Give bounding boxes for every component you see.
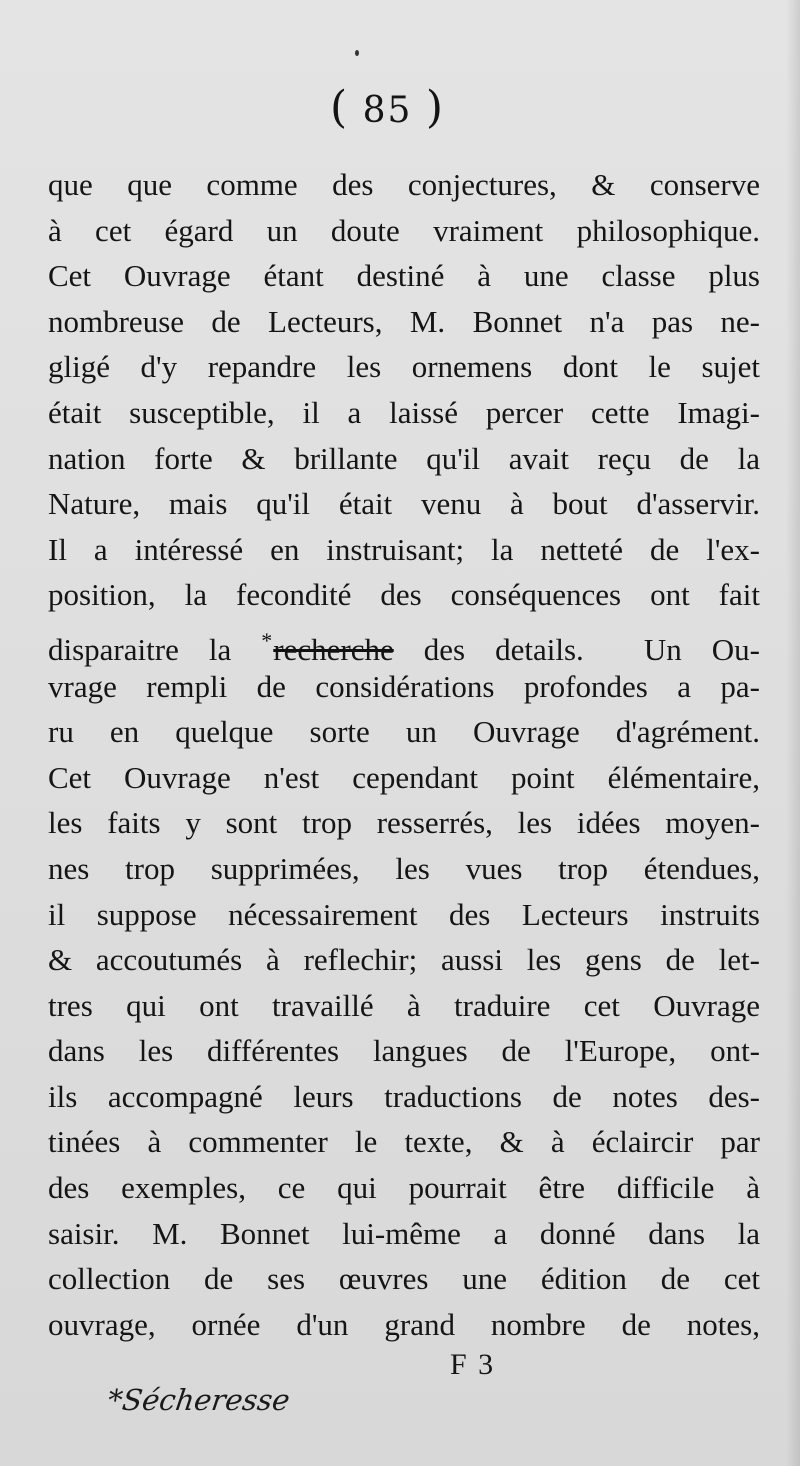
text-line: Nature, mais qu'il était venu à bout d'asservir. bbox=[48, 486, 760, 522]
text-line: vrage rempli de considérations profondes a pa- bbox=[48, 668, 760, 704]
text-line: ru en quelque sorte un Ouvrage d'agrément. bbox=[48, 714, 760, 750]
line-text-before: disparaitre la bbox=[48, 631, 262, 667]
text-line: nes trop supprimées, les vues trop étendues, bbox=[48, 850, 760, 886]
page-edge-shadow bbox=[786, 0, 800, 1466]
text-line: il suppose nécessairement des Lecteurs instruits bbox=[48, 896, 760, 932]
line-text-after: des details. Un Ou- bbox=[393, 631, 761, 667]
text-line: saisir. M. Bonnet lui-même a donné dans la bbox=[48, 1215, 760, 1251]
text-line: Cet Ouvrage n'est cependant point élémentaire, bbox=[48, 759, 760, 795]
text-line: ouvrage, ornée d'un grand nombre de notes, bbox=[48, 1306, 760, 1342]
text-line: nation forte & brillante qu'il avait reçu de la bbox=[48, 440, 760, 476]
text-line: tres qui ont travaillé à traduire cet Ouvrage bbox=[48, 987, 760, 1023]
text-line: était susceptible, il a laissé percer cette Imagi- bbox=[48, 394, 760, 430]
text-line: à cet égard un doute vraiment philosophique. bbox=[48, 212, 760, 248]
text-line: gligé d'y repandre les ornemens dont le sujet bbox=[48, 349, 760, 385]
text-line: nombreuse de Lecteurs, M. Bonnet n'a pas ne- bbox=[48, 303, 760, 339]
body-text bbox=[48, 162, 760, 1347]
close-paren: ) bbox=[425, 82, 446, 133]
open-paren: ( bbox=[329, 82, 350, 133]
struck-word: recherche bbox=[273, 631, 394, 667]
text-line: & accoutumés à reflechir; aussi les gens de let- bbox=[48, 942, 760, 978]
text-line: les faits y sont trop resserrés, les idées moyen- bbox=[48, 805, 760, 841]
text-line: ils accompagné leurs traductions de notes des- bbox=[48, 1078, 760, 1114]
text-line: Il a intéressé en instruisant; la netteté de l'ex- bbox=[48, 531, 760, 567]
text-line: collection de ses œuvres une édition de cet bbox=[48, 1261, 760, 1297]
text-line: des exemples, ce qui pourrait être difficile à bbox=[48, 1170, 760, 1206]
text-line-with-correction bbox=[48, 618, 761, 667]
asterisk-mark: * bbox=[261, 627, 273, 653]
page-number: 85 bbox=[362, 90, 413, 131]
ink-speck bbox=[355, 50, 359, 56]
text-line: dans les différentes langues de l'Europe, ont- bbox=[48, 1033, 760, 1069]
text-line: que que comme des conjectures, & conserve bbox=[48, 167, 760, 202]
signature-mark: F 3 bbox=[450, 1348, 496, 1381]
text-line: tinées à commenter le texte, & à éclaircir par bbox=[48, 1124, 760, 1160]
text-line: position, la fecondité des conséquences ont fait bbox=[48, 577, 760, 613]
handwritten-annotation: *Sécheresse bbox=[105, 1383, 292, 1417]
page-header bbox=[0, 82, 775, 133]
text-line: Cet Ouvrage étant destiné à une classe plus bbox=[48, 258, 760, 294]
